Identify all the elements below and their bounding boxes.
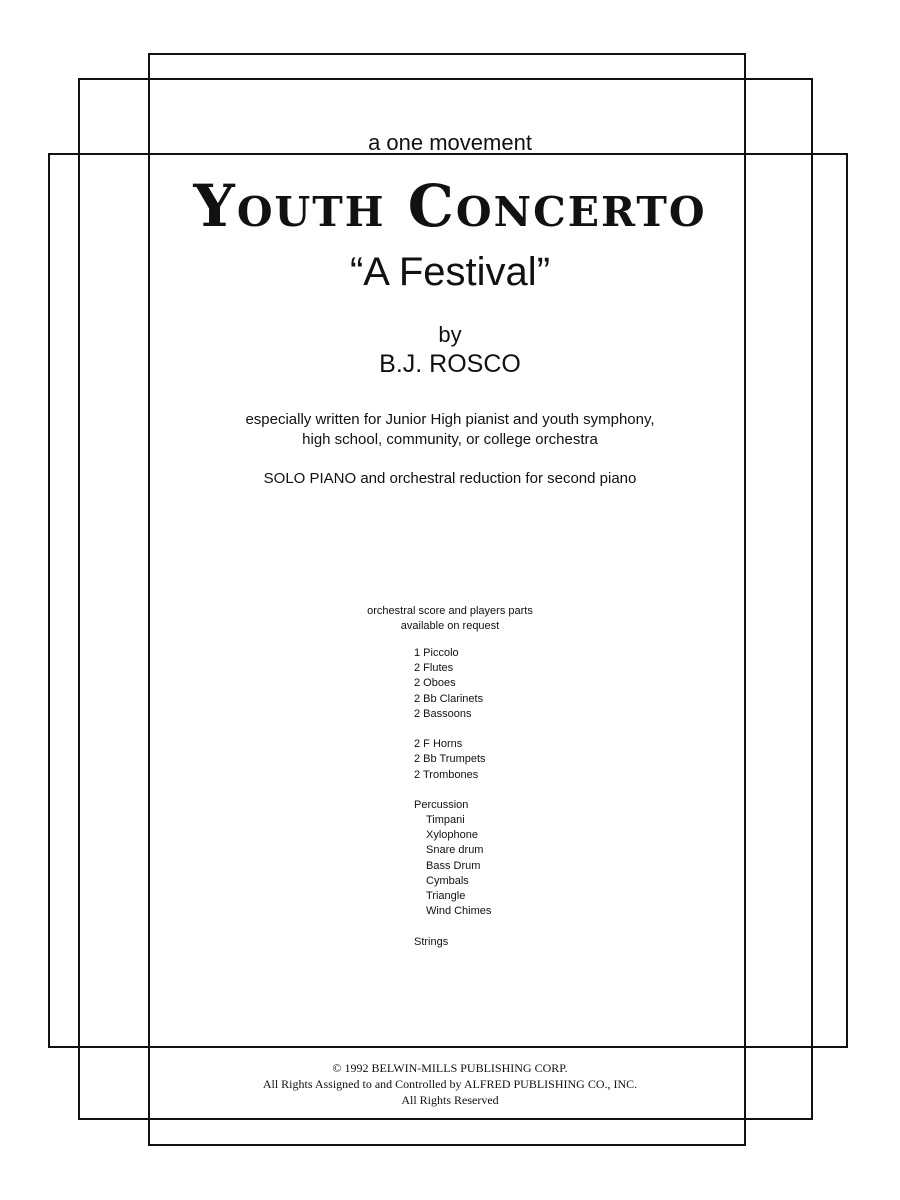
instrument-item: Snare drum	[426, 844, 484, 857]
copyright-notice	[0, 1060, 900, 1108]
instrument-item: 2 F Horns	[414, 738, 463, 751]
instrument-item: 2 Flutes	[414, 662, 454, 675]
by-label: by	[438, 322, 462, 347]
instrument-item: 2 Oboes	[414, 677, 456, 690]
list-spacer	[414, 919, 491, 934]
description-line: especially written for Junior High pianist and youth symphony,	[245, 411, 655, 428]
solo-piano-note: SOLO PIANO and orchestral reduction for second piano	[263, 470, 637, 487]
instrumentation-list	[414, 646, 491, 950]
copyright-line: All Rights Reserved	[401, 1093, 499, 1107]
instrument-item: 2 Bassoons	[414, 707, 472, 720]
description-line: high school, community, or college orchestra	[302, 431, 598, 448]
work-subtitle: “A Festival”	[349, 250, 551, 294]
instrument-item: Cymbals	[426, 874, 469, 887]
instrument-group-label: Percussion	[414, 798, 469, 811]
instrument-item: 2 Bb Trumpets	[414, 753, 486, 766]
instrument-group-label: Strings	[414, 935, 449, 948]
score-availability-note	[0, 604, 900, 634]
instrument-item: 1 Piccolo	[414, 647, 459, 659]
list-spacer	[414, 783, 491, 798]
instrument-item: Timpani	[426, 814, 465, 827]
score-note-line: available on request	[400, 620, 500, 632]
description	[0, 410, 900, 450]
composer-name: B.J. ROSCO	[379, 350, 521, 378]
copyright-line: All Rights Assigned to and Controlled by ALFRED PUBLISHING CO., INC.	[262, 1077, 638, 1091]
instrument-item: 2 Bb Clarinets	[414, 692, 484, 705]
pre-title: a one movement	[368, 130, 532, 155]
page-title: Youth Concerto	[193, 172, 707, 240]
instrument-item: Wind Chimes	[426, 905, 492, 918]
instrument-item: Bass Drum	[426, 859, 481, 872]
instrument-item: 2 Trombones	[414, 768, 479, 781]
instrument-item: Xylophone	[426, 829, 478, 842]
copyright-line: © 1992 BELWIN-MILLS PUBLISHING CORP.	[332, 1061, 568, 1075]
score-note-line: orchestral score and players parts	[367, 605, 533, 617]
instrument-item: Triangle	[426, 890, 466, 902]
list-spacer	[414, 722, 491, 737]
